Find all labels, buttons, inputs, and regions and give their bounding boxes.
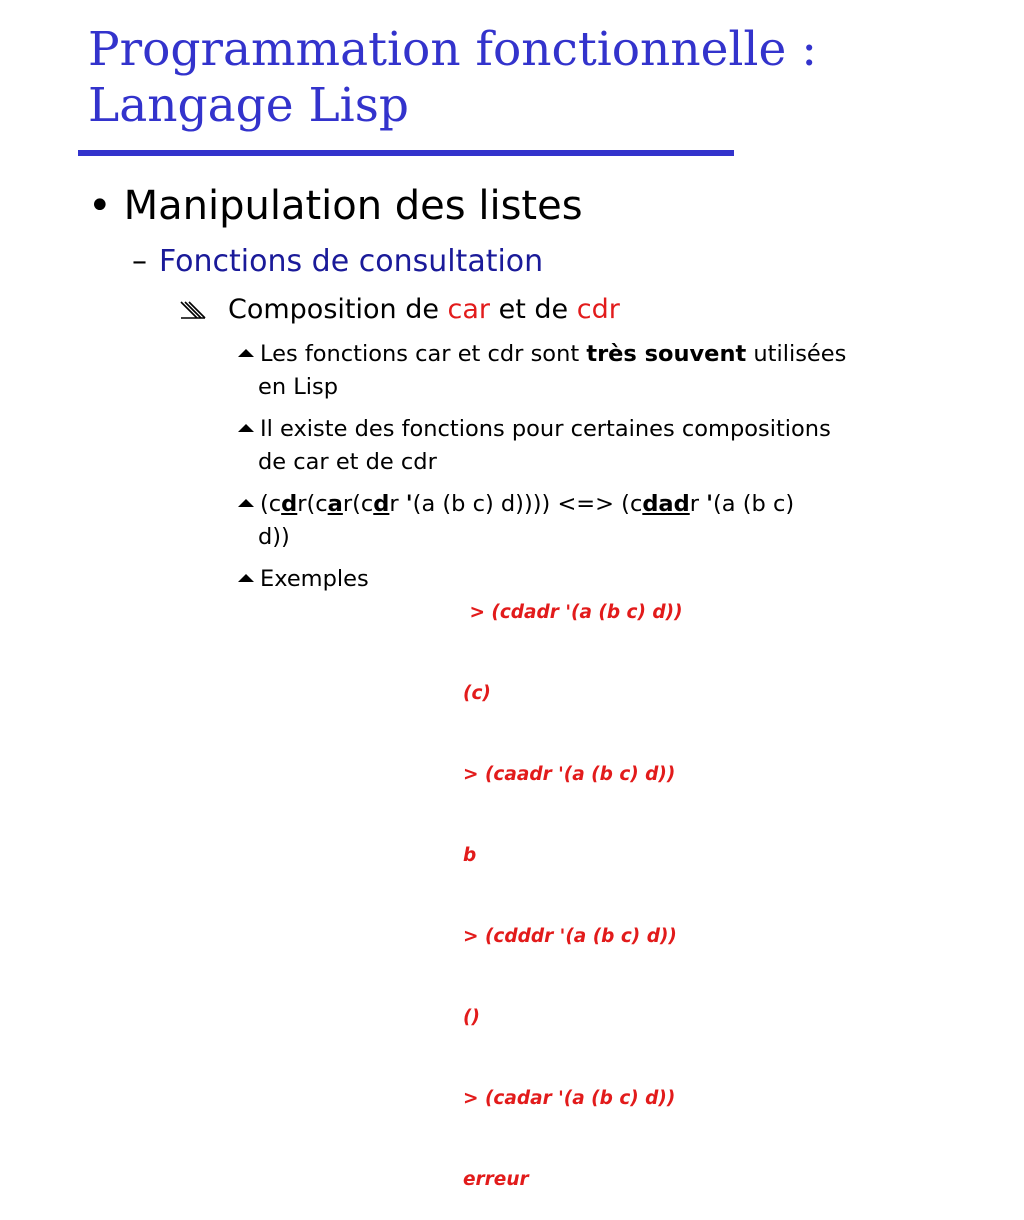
bullet-level3: [180, 294, 620, 326]
bullet-dot: •: [88, 183, 112, 229]
bullet-item-2: [238, 413, 1013, 479]
triangle-up-icon: [238, 424, 254, 432]
slide-title: [88, 22, 817, 134]
level3-mid: et de: [490, 294, 577, 325]
item3-underlined-a: a: [327, 491, 343, 517]
title-underline: [78, 150, 734, 156]
item3-part: r: [389, 491, 406, 517]
item3-part: r(c: [297, 491, 328, 517]
bullet-level1: [88, 184, 583, 228]
triangle-up-icon: [238, 499, 254, 507]
item3-part: r: [689, 491, 707, 517]
item1-text-a: Les fonctions car et cdr sont: [260, 341, 587, 367]
item2-continuation: de car et de cdr: [258, 449, 437, 475]
code-line: > (cdadr '(a (b c) d)): [463, 602, 683, 623]
item3-part: (c: [260, 491, 282, 517]
item1-continuation: en Lisp: [258, 374, 339, 400]
diagonal-lines-icon: [180, 301, 206, 319]
title-line-2: Langage Lisp: [88, 78, 409, 133]
code-line: > (cdddr '(a (b c) d)): [463, 926, 677, 947]
code-line: (): [463, 1007, 480, 1028]
bullet-level2: [132, 244, 543, 280]
code-examples: [463, 545, 683, 1220]
code-line: > (cadar '(a (b c) d)): [463, 1088, 676, 1109]
item1-text-b: utilisées: [746, 341, 847, 367]
level3-prefix: Composition de: [228, 294, 448, 325]
item3-part: r(c: [342, 491, 374, 517]
dash-marker: –: [132, 244, 147, 279]
item3-part: (a (b c) d)))) <=> (c: [412, 491, 643, 517]
level2-text: Fonctions de consultation: [159, 244, 544, 279]
item3-underlined-d: d: [281, 491, 298, 517]
code-line: (c): [463, 683, 491, 704]
item2-text-a: Il existe des fonctions pour certaines compositions: [260, 416, 831, 442]
code-line: > (caadr '(a (b c) d)): [463, 764, 676, 785]
item3-continuation: d)): [258, 524, 290, 550]
item3-underlined-d: d: [373, 491, 390, 517]
item3-part: (a (b c): [713, 491, 795, 517]
title-line-1: Programmation fonctionnelle :: [88, 22, 818, 77]
level1-text: Manipulation des listes: [123, 183, 583, 229]
level3-cdr: cdr: [576, 294, 620, 325]
level3-car: car: [447, 294, 491, 325]
item4-text: Exemples: [260, 566, 369, 592]
item3-quote: ': [706, 491, 714, 517]
triangle-up-icon: [238, 574, 254, 582]
item3-underlined-dad: dad: [642, 491, 690, 517]
item3-quote: ': [405, 491, 413, 517]
code-line: b: [463, 845, 477, 866]
item1-bold: très souvent: [586, 341, 747, 367]
code-line: erreur: [463, 1169, 529, 1190]
bullet-item-1: [238, 338, 1013, 404]
triangle-up-icon: [238, 349, 254, 357]
